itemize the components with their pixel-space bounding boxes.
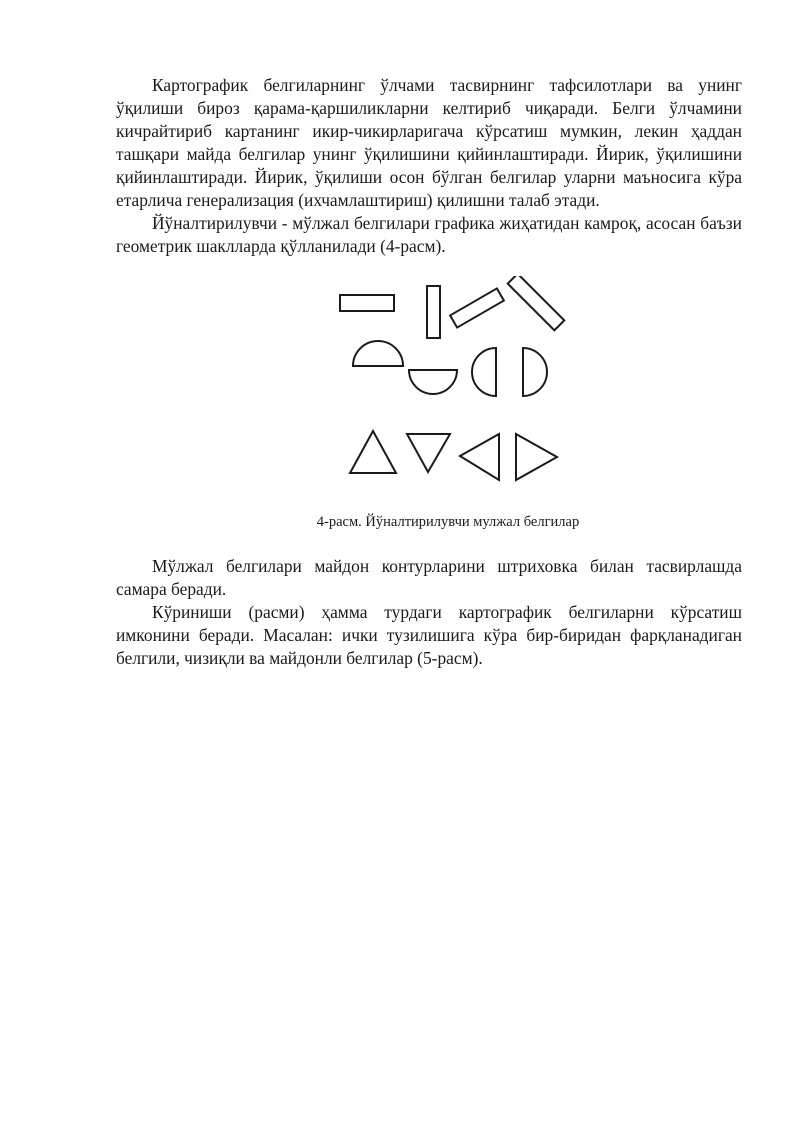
semicircle-top-symbol <box>353 341 403 366</box>
semicircle-right-symbol <box>523 348 547 396</box>
paragraph: Мўлжал белгилари майдон контурларини штриховка билан тасвирлашда самара беради. <box>116 556 742 599</box>
triangle-right-symbol <box>516 434 557 480</box>
rectangle-tilted-up-symbol <box>450 288 504 327</box>
rectangle-horizontal-symbol <box>340 295 394 311</box>
paragraph: Йўналтирилувчи - мўлжал белгилари графика жиҳатидан камроқ, асосан баъзи геометрик шаклларда қўлланилади (4-расм). <box>116 213 742 256</box>
figure-orientation-symbols <box>336 276 566 486</box>
paragraph: Картографик белгиларнинг ўлчами тасвирнинг тафсилотлари ва унинг ўқилиши бироз қарама-қаршиликларни келтириб чиқаради. Белги ўлчамини кичрайтириб картанинг икир-чикирларигача кўрсатиш мумкин, лекин ҳаддан ташқари майда белгилар унинг ўқилишини қийинлаштиради. Йирик, ўқилишини қийинлаштиради. Йирик, ўқилиши осон бўлган белгилар уларни маъносига кўра етарлича генерализация (ихчамлаштириш) қилишни талаб этади. <box>116 75 742 210</box>
text-block-top <box>116 74 742 258</box>
semicircle-bottom-symbol <box>409 370 457 394</box>
figure-caption: 4-расм. Йўналтирилувчи мулжал белгилар <box>316 514 580 530</box>
triangle-left-symbol <box>460 434 499 480</box>
semicircle-left-symbol <box>472 348 496 396</box>
triangle-up-symbol <box>350 431 396 473</box>
paragraph: Кўриниши (расми) ҳамма турдаги картографик белгиларни кўрсатиш имконини беради. Масалан: ички тузилишига кўра бир-биридан фарқланадиган белгили, чизиқли ва майдонли белгилар (5-расм). <box>116 602 742 668</box>
rectangle-tilted-down-symbol <box>508 276 565 330</box>
text-block-bottom <box>116 555 742 670</box>
rectangle-vertical-symbol <box>427 286 440 338</box>
triangle-down-symbol <box>407 434 450 472</box>
